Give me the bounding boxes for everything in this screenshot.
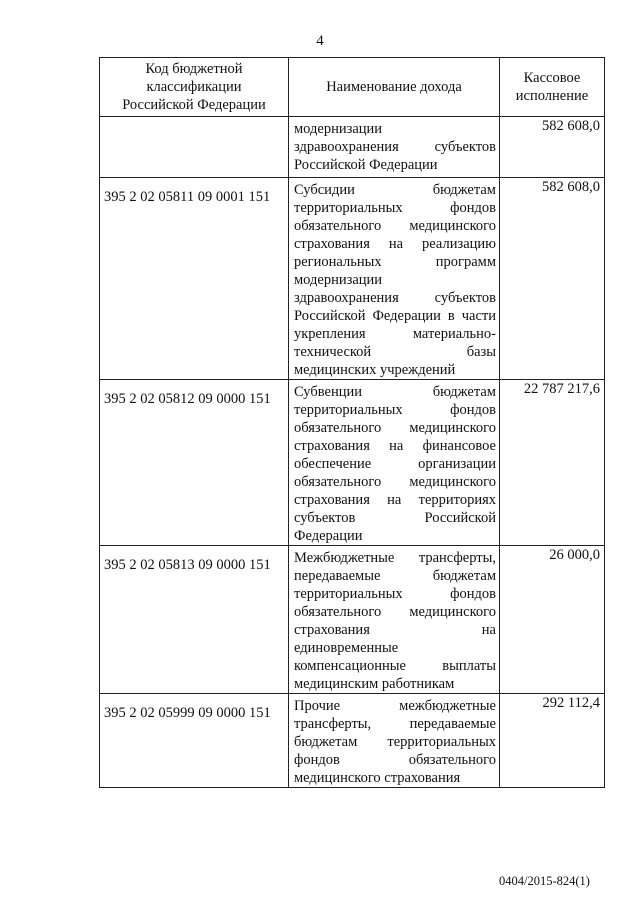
income-name-line: технической базы [294, 344, 496, 360]
income-name-line: фондов обязательного [294, 752, 496, 768]
income-name-line: медицинским работникам [294, 676, 455, 692]
income-name-line: страхования на финансовое [294, 438, 496, 454]
income-name-line: трансферты, передаваемые [294, 716, 496, 732]
header-amount [500, 58, 605, 117]
income-name-line: здравоохранения субъектов [294, 290, 496, 306]
cash-execution-cell: 22 787 217,6 [500, 380, 605, 546]
budget-code-cell [100, 117, 289, 178]
income-name-line: единовременные [294, 640, 399, 656]
income-name-line: региональных программ [294, 254, 496, 270]
income-name-line: обязательного медицинского [294, 604, 496, 620]
cash-execution-cell: 582 608,0 [500, 178, 605, 380]
income-name-line: обеспечение организации [294, 456, 496, 472]
table-row [100, 117, 605, 178]
header-amount-line: Кассовое [523, 70, 581, 86]
header-code-line: Российской Федерации [122, 97, 266, 113]
budget-code-cell: 395 2 02 05811 09 0001 151 [100, 178, 289, 380]
income-name-cell [289, 380, 500, 546]
income-name-line: территориальных фондов [294, 200, 496, 216]
document-number: 0404/2015-824(1) [499, 874, 590, 888]
income-name-line: компенсационные выплаты [294, 658, 496, 674]
income-name-line: медицинского страхования [294, 770, 461, 786]
income-name-line: передаваемые бюджетам [294, 568, 496, 584]
income-name-line: территориальных фондов [294, 586, 496, 602]
income-name-line: бюджетам территориальных [294, 734, 496, 750]
income-name-line: субъектов Российской [294, 510, 496, 526]
income-name-cell [289, 178, 500, 380]
income-name-line: Российской Федерации в части [294, 308, 496, 324]
income-name-line: обязательного медицинского [294, 420, 496, 436]
budget-code-cell: 395 2 02 05813 09 0000 151 [100, 546, 289, 694]
income-name-line: обязательного медицинского [294, 218, 496, 234]
income-name-line: страхования на [294, 622, 496, 638]
income-name-line: Субвенции бюджетам [294, 384, 496, 400]
income-name-line: Субсидии бюджетам [294, 182, 496, 198]
income-name-line: укрепления материально- [294, 326, 496, 342]
income-name-cell [289, 694, 500, 788]
income-name-line: Российской Федерации [294, 157, 438, 173]
header-amount-line: исполнение [515, 88, 589, 104]
income-name-line: страхования на территориях [294, 492, 496, 508]
income-name-line: здравоохранения субъектов [294, 139, 496, 155]
income-name-line: Федерации [294, 528, 363, 544]
table-header-row [100, 58, 605, 117]
header-name [289, 58, 500, 117]
income-name-line: обязательного медицинского [294, 474, 496, 490]
income-name-cell [289, 546, 500, 694]
income-name-line: страхования на реализацию [294, 236, 496, 252]
header-code-line: классификации [146, 79, 242, 95]
income-name-line: модернизации [294, 272, 383, 288]
page-number: 4 [316, 33, 324, 49]
cash-execution-cell: 26 000,0 [500, 546, 605, 694]
income-name-line: Межбюджетные трансферты, [294, 550, 496, 566]
budget-code-cell: 395 2 02 05812 09 0000 151 [100, 380, 289, 546]
income-name-line: территориальных фондов [294, 402, 496, 418]
table-row [100, 694, 605, 788]
table-row [100, 546, 605, 694]
income-name-cell [289, 117, 500, 178]
income-name-line: Прочие межбюджетные [294, 698, 496, 714]
header-code-line: Код бюджетной [145, 61, 243, 77]
income-name-line: медицинских учреждений [294, 362, 456, 378]
income-name-line: модернизации [294, 121, 383, 137]
budget-code-cell: 395 2 02 05999 09 0000 151 [100, 694, 289, 788]
cash-execution-cell: 582 608,0 [500, 117, 605, 178]
budget-table [99, 57, 605, 788]
header-name-text: Наименование дохода [326, 79, 462, 95]
table-row [100, 178, 605, 380]
table-row [100, 380, 605, 546]
header-code [100, 58, 289, 117]
cash-execution-cell: 292 112,4 [500, 694, 605, 788]
